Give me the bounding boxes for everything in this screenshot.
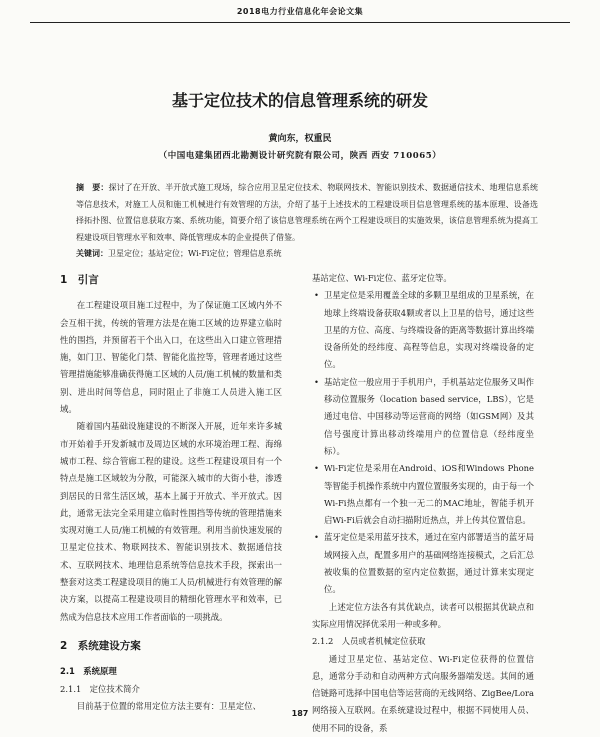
left-column <box>60 270 282 715</box>
wifi-positioning-text: Wi-Fi定位是采用在Android、iOS和Windows Phone等智能手机操作系统中内置位置服务实现的，由于每一个Wi-Fi热点都有一个独一无二的MAC地址，智能手机开启Wi-Fi后就会自动扫描附近热点，并上传其位置信息。 <box>324 463 534 526</box>
paper-title: 基于定位技术的信息管理系统的研发 <box>171 91 428 110</box>
list-item <box>312 287 534 373</box>
affiliation: （中国电建集团西北勘测设计研究院有限公司，陕西 西安 710065） <box>158 151 442 161</box>
authors: 黄向东，权重民 <box>268 134 332 144</box>
bullet-icon: • <box>314 463 319 474</box>
positioning-continuation: 基站定位、Wi-Fi定位、蓝牙定位等。 <box>312 273 452 283</box>
location-acquisition-paragraph: 通过卫星定位、基站定位、Wi-Fi定位获得的位置信息，通常分手动和自动两种方式向服务器端发送。其间的通信链路可选择中国电信等运营商的无线网络、ZigBee/Lora网络接入互联网。在系统建设过程中，根据不同使用人员、使用不同的设备，系 <box>312 653 534 733</box>
intro-paragraph-1: 在工程建设项目施工过程中，为了保证施工区域内外不会互相干扰，传统的管理方法是在施工区域的边界建立临时性的围挡，并预留若干个出入口，在这些出入口建立管理措施，如门卫、智能化门禁、智能化监控等，管理者通过这些管理措施能够准确获得施工区域的人员/施工机械的数量和类别、进出时间等信息，同时阻止了非施工人员进入施工区域。 <box>60 300 282 415</box>
abstract-label: 摘 要： <box>76 183 109 192</box>
keywords-text: 卫星定位；基站定位；Wi-Fi定位；管理信息系统 <box>108 249 282 258</box>
subsection-2-1-1-heading: 2.1.1 定位技术简介 <box>60 683 140 694</box>
subsection-2-1-2-heading: 2.1.2 人员或者机械定位获取 <box>312 636 426 647</box>
satellite-positioning-text: 卫星定位是采用覆盖全球的多颗卫星组成的卫星系统，在地球上终端设备获取4颗或者以上卫星的信号，通过这些卫星的方位、高度、与终端设备的距离等数据计算出终端设备所处的经纬度、高程等信息，实现对终端设备的定位。 <box>324 290 534 370</box>
subsection-2-1-heading: 2.1 系统原理 <box>60 666 117 677</box>
abstract-block <box>76 180 538 263</box>
running-head: 2018电力行业信息化年会论文集 <box>236 7 364 16</box>
methods-summary-paragraph: 上述定位方法各有其优缺点，读者可以根据其优缺点和实际应用情况择优采用一种或多种。 <box>312 601 534 629</box>
bluetooth-positioning-text: 蓝牙定位是采用蓝牙技术，通过在室内部署适当的蓝牙局域网接入点，配置多用户的基础网络连接模式，之后汇总被收集的位置数据的室内定位数据，通过计算来实现定位。 <box>324 532 534 595</box>
bullet-icon: • <box>314 290 319 301</box>
section-2-heading: 2 系统建设方案 <box>60 639 141 652</box>
base-station-positioning-text: 基站定位一般应用于手机用户，手机基站定位服务又叫作移动位置服务（location based service，LBS），它是通过电信、中国移动等运营商的网络（如GSM网）及其信号强度计算出移动终端用户的位置信息（经纬度坐标）。 <box>324 376 534 456</box>
list-item <box>312 460 534 529</box>
bullet-icon: • <box>314 376 319 387</box>
bullet-icon: • <box>314 532 319 543</box>
positioning-intro-paragraph: 目前基于位置的常用定位方法主要有：卫星定位、 <box>76 700 262 711</box>
page-number: 187 <box>291 709 309 718</box>
header-rule <box>30 22 570 23</box>
intro-paragraph-2: 随着国内基础设施建设的不断深入开展，近年来许多城市开始着手开发新城市及周边区域的水环境治理工程、海绵城市工程、综合管廊工程的建设。这些工程建设项目有一个特点是施工区域较为分散，可能深入城市的大街小巷，渗透到居民的日常生活区域，基本上属于开放式、半开放式。因此，通常无法完全采用建立临时性围挡等传统的管理措施来实现对施工人员/施工机械的有效管理。利用当前快速发展的卫星定位技术、物联网技术、智能识别技术、数据通信技术、互联网技术、地理信息系统等信息技术手段，探索出一整套对这类工程建设项目的施工人员/机械进行有效管理的解决方案，以提高工程建设项目的精细化管理水平和效率，已然成为信息技术应用工作者面临的一项挑战。 <box>60 421 282 622</box>
list-item <box>312 529 534 598</box>
positioning-methods-list <box>312 287 534 598</box>
section-1-heading: 1 引言 <box>60 274 99 286</box>
keywords-label: 关键词： <box>76 249 108 258</box>
list-item <box>312 374 534 460</box>
abstract-text: 探讨了在开放、半开放式施工现场，综合应用卫星定位技术、物联网技术、智能识别技术、数据通信技术、地理信息系统等信息技术，对施工人员和施工机械进行有效管理的方法，介绍了基于上述技术的工程建设项目信息管理系统的基本原理、设备选择拓扑图、位置信息获取方案、系统功能，简要介绍了该信息管理系统在两个工程建设项目的实施效果，该信息管理系统为提高工程建设项目管理水平和效率、降低管理成本的企业提供了借鉴。 <box>76 183 539 242</box>
right-column <box>312 270 534 737</box>
